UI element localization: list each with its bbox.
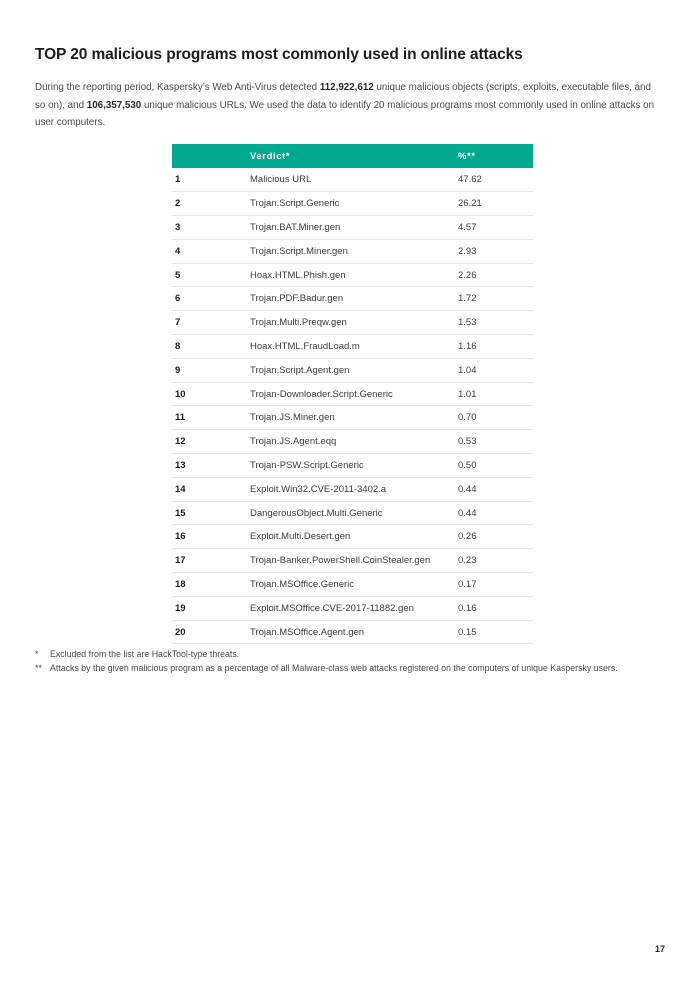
cell-verdict: Trojan-Banker.PowerShell.CoinStealer.gen	[250, 549, 458, 573]
header-cell-rank	[172, 144, 250, 168]
cell-rank: 2	[172, 192, 250, 216]
intro-stat-objects: 112,922,612	[319, 82, 374, 93]
cell-percent: 2.26	[458, 263, 533, 287]
footnote-marker: **	[35, 663, 42, 673]
table-row	[172, 358, 533, 382]
cell-verdict: Trojan.PDF.Badur.gen	[250, 287, 458, 311]
cell-rank: 11	[172, 406, 250, 430]
intro-stat-urls: 106,357,530	[86, 99, 142, 111]
cell-verdict: Trojan.MSOffice.Generic	[250, 573, 458, 597]
cell-rank: 18	[172, 573, 250, 597]
cell-rank: 15	[172, 501, 250, 525]
cell-verdict: Trojan.Script.Generic	[250, 192, 458, 216]
table-row	[172, 454, 533, 478]
table-row	[172, 311, 533, 335]
cell-percent: 0.23	[458, 549, 533, 573]
cell-verdict: Trojan.JS.Agent.eqq	[250, 430, 458, 454]
page-number: 17	[654, 944, 665, 954]
cell-percent: 4.57	[458, 216, 533, 240]
footnotes	[35, 647, 667, 675]
footnote-marker: *	[35, 649, 39, 659]
cell-rank: 3	[172, 216, 250, 240]
cell-percent: 0.16	[458, 596, 533, 620]
table-row	[172, 596, 533, 620]
table-row	[172, 620, 533, 644]
table-row	[172, 573, 533, 597]
cell-verdict: Exploit.Win32.CVE-2011-3402.a	[250, 477, 458, 501]
cell-verdict: Trojan.Multi.Preqw.gen	[250, 311, 458, 335]
cell-percent: 0.70	[458, 406, 533, 430]
cell-percent: 0.44	[458, 501, 533, 525]
cell-rank: 19	[172, 596, 250, 620]
cell-percent: 2.93	[458, 239, 533, 263]
cell-verdict: Trojan.Script.Miner.gen	[250, 239, 458, 263]
table-row	[172, 192, 533, 216]
cell-verdict: Exploit.MSOffice.CVE-2017-11882.gen	[250, 596, 458, 620]
cell-verdict: Malicious URL	[250, 168, 458, 192]
footnote-text: Attacks by the given malicious program as a percentage of all Malware-class web attacks registered on the computers of unique Kaspersky users.	[50, 663, 618, 673]
table-row	[172, 477, 533, 501]
header-cell-percent: %**	[458, 150, 476, 162]
footnote-percentage	[35, 661, 667, 675]
table-header-row	[172, 144, 533, 168]
intro-segment: unique malicious objects (scripts, exploits, executable files, and so on), and	[35, 82, 651, 111]
table-row	[172, 525, 533, 549]
cell-rank: 9	[172, 358, 250, 382]
cell-percent: 26.21	[458, 192, 533, 216]
cell-verdict: Exploit.Multi.Desert.gen	[250, 525, 458, 549]
cell-rank: 12	[172, 430, 250, 454]
cell-percent: 0.17	[458, 573, 533, 597]
cell-percent: 0.50	[458, 454, 533, 478]
footnote-text: Excluded from the list are HackTool-type threats.	[50, 649, 240, 659]
table-row	[172, 287, 533, 311]
cell-percent: 1.53	[458, 311, 533, 335]
cell-verdict: DangerousObject.Multi.Generic	[250, 501, 458, 525]
intro-paragraph	[35, 79, 659, 132]
cell-verdict: Trojan-Downloader.Script.Generic	[250, 382, 458, 406]
table-row	[172, 216, 533, 240]
malware-table	[172, 144, 533, 644]
cell-percent: 1.16	[458, 335, 533, 359]
cell-rank: 17	[172, 549, 250, 573]
intro-segment: During the reporting period, Kaspersky’s Web Anti-Virus detected	[35, 82, 320, 93]
table-row	[172, 168, 533, 192]
cell-verdict: Trojan-PSW.Script.Generic	[250, 454, 458, 478]
cell-percent: 0.26	[458, 525, 533, 549]
table-row	[172, 430, 533, 454]
cell-rank: 13	[172, 454, 250, 478]
cell-rank: 7	[172, 311, 250, 335]
cell-percent: 1.01	[458, 382, 533, 406]
intro-segment: unique malicious URLs. We used the data to identify 20 malicious programs most commonly used in online attacks on user computers.	[35, 99, 655, 129]
table-row	[172, 263, 533, 287]
table-row	[172, 335, 533, 359]
cell-verdict: Trojan.Script.Agent.gen	[250, 358, 458, 382]
cell-rank: 14	[172, 477, 250, 501]
table-row	[172, 549, 533, 573]
header-cell-verdict: Verdict*	[250, 150, 291, 162]
cell-verdict: Trojan.JS.Miner.gen	[250, 406, 458, 430]
cell-rank: 16	[172, 525, 250, 549]
cell-percent: 1.72	[458, 287, 533, 311]
table-body	[172, 168, 533, 644]
cell-rank: 1	[172, 168, 250, 192]
table-row	[172, 406, 533, 430]
cell-percent: 47.62	[458, 168, 533, 192]
cell-rank: 6	[172, 287, 250, 311]
cell-rank: 8	[172, 335, 250, 359]
table-row	[172, 501, 533, 525]
page-title: TOP 20 malicious programs most commonly used in online attacks	[35, 46, 523, 63]
cell-verdict: Trojan.BAT.Miner.gen	[250, 216, 458, 240]
footnote-hacktool	[35, 647, 667, 661]
cell-verdict: Hoax.HTML.FraudLoad.m	[250, 335, 458, 359]
cell-percent: 1.04	[458, 358, 533, 382]
table-row	[172, 382, 533, 406]
cell-verdict: Hoax.HTML.Phish.gen	[250, 263, 458, 287]
cell-rank: 5	[172, 263, 250, 287]
cell-rank: 20	[172, 620, 250, 644]
cell-percent: 0.44	[458, 477, 533, 501]
cell-verdict: Trojan.MSOffice.Agent.gen	[250, 620, 458, 644]
cell-percent: 0.15	[458, 620, 533, 644]
table-row	[172, 239, 533, 263]
cell-rank: 10	[172, 382, 250, 406]
cell-rank: 4	[172, 239, 250, 263]
cell-percent: 0.53	[458, 430, 533, 454]
